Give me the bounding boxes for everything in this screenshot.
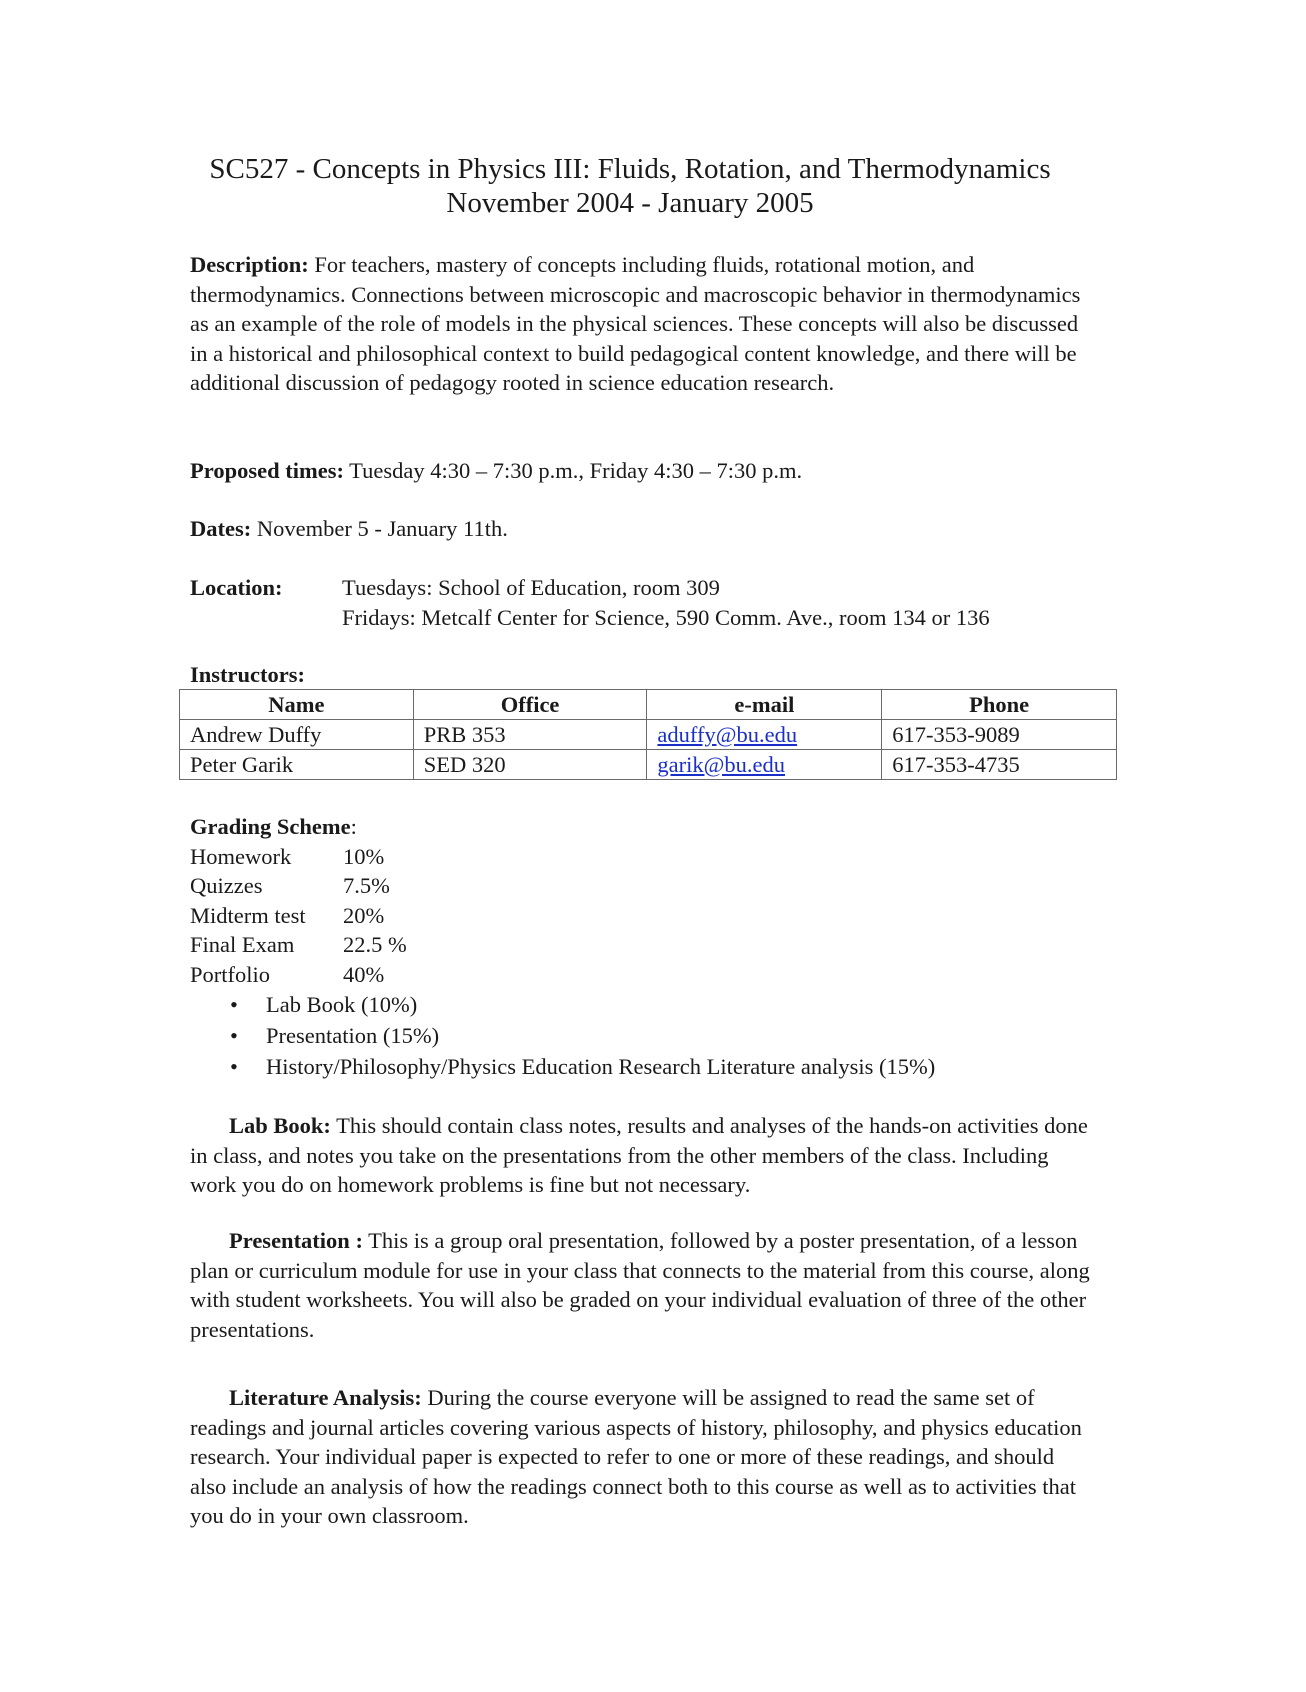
instructor-phone: 617-353-4735 xyxy=(882,750,1117,780)
grade-name: Midterm test xyxy=(190,902,306,928)
header-name: Name xyxy=(180,690,414,720)
table-header-row xyxy=(180,690,1117,720)
grade-weight: 22.5 % xyxy=(343,932,407,957)
header-email: e-mail xyxy=(647,690,882,720)
grade-weight: 10% xyxy=(343,843,385,869)
proposed-times-label: Proposed times: xyxy=(190,458,344,483)
grade-name: Portfolio xyxy=(190,961,271,987)
grade-weight: 7.5% xyxy=(343,873,390,898)
grade-row xyxy=(190,871,407,901)
literature-analysis-label: Literature Analysis: xyxy=(229,1385,422,1410)
instructor-office: PRB 353 xyxy=(413,720,647,750)
grade-name: Quizzes xyxy=(190,873,263,898)
document-title xyxy=(190,152,1070,220)
instructor-email-cell xyxy=(647,750,882,780)
grade-name: Homework xyxy=(190,843,292,869)
instructor-name: Peter Garik xyxy=(180,750,414,780)
presentation-label: Presentation : xyxy=(229,1228,363,1253)
list-item: • Lab Book (10%) xyxy=(230,989,935,1020)
proposed-times-text: Tuesday 4:30 – 7:30 p.m., Friday 4:30 – 7:30 p.m. xyxy=(343,458,803,483)
grade-name: Final Exam xyxy=(190,932,295,957)
instructor-email-link[interactable]: aduffy@bu.edu xyxy=(657,721,798,747)
grading-heading xyxy=(190,812,407,842)
list-item: • History/Philosophy/Physics Education Research Literature analysis (15%) xyxy=(230,1051,935,1082)
instructor-office: SED 320 xyxy=(413,750,647,780)
lab-book-section xyxy=(190,1111,1090,1200)
header-office: Office xyxy=(413,690,647,720)
course-term: November 2004 - January 2005 xyxy=(446,187,814,219)
grading-label: Grading Scheme xyxy=(190,814,351,839)
lab-book-text: This should contain class notes, results and analyses of the hands-on activities done in class, and notes you take on the presentations from the other members of the class. Including work you do on homework problems is fine but not necessary. xyxy=(190,1113,1088,1197)
dates-section xyxy=(190,514,1090,544)
dates-label: Dates: xyxy=(190,516,252,541)
lab-book-label: Lab Book: xyxy=(229,1113,331,1138)
literature-analysis-text: During the course everyone will be assigned to read the same set of readings and journal articles covering various aspects of history, philosophy, and physics education research. Your individual paper is expected to refer to one or more of these readings, and should also include an analysis of how the readings connect both to this course as well as to activities that you do in your own classroom. xyxy=(190,1385,1082,1528)
grade-row xyxy=(190,901,407,931)
description-section xyxy=(190,250,1090,398)
literature-analysis-section xyxy=(190,1383,1090,1531)
dates-text: November 5 - January 11th. xyxy=(251,516,508,541)
grading-section xyxy=(190,812,407,989)
instructor-phone: 617-353-9089 xyxy=(882,720,1117,750)
instructor-email-cell xyxy=(647,720,882,750)
grade-weight: 20% xyxy=(343,902,385,928)
grade-row xyxy=(190,960,407,990)
description-text: For teachers, mastery of concepts including fluids, rotational motion, and thermodynamics. Connections between microscopic and macroscopic behavior in thermodynamics as an example of the role of models in the physical sciences. These concepts will also be discussed in a historical and philosophical context to build pedagogical content knowledge, and there will be additional discussion of pedagogy rooted in science education research. xyxy=(190,252,1081,395)
grade-weight: 40% xyxy=(343,961,385,987)
location-lines xyxy=(342,573,990,632)
proposed-times-section xyxy=(190,456,1090,486)
location-tuesdays: Tuesdays: School of Education, room 309 xyxy=(342,575,720,600)
grade-row xyxy=(190,930,407,960)
instructors-label: Instructors: xyxy=(190,662,305,687)
presentation-section xyxy=(190,1226,1090,1344)
course-title: SC527 - Concepts in Physics III: Fluids, Rotation, and Thermodynamics xyxy=(209,153,1051,185)
presentation-text: This is a group oral presentation, followed by a poster presentation, of a lesson plan or curriculum module for use in your class that connects to the material from this course, along with student worksheets. You will also be graded on your individual evaluation of three of the other presentations. xyxy=(190,1228,1090,1342)
location-label: Location: xyxy=(190,575,283,600)
instructors-table xyxy=(179,689,1117,780)
table-row xyxy=(180,750,1117,780)
grading-colon: : xyxy=(350,814,357,839)
grade-row xyxy=(190,842,407,872)
description-label: Description: xyxy=(190,252,309,277)
list-item: • Presentation (15%) xyxy=(230,1020,935,1051)
table-row xyxy=(180,720,1117,750)
portfolio-list xyxy=(230,989,935,1082)
location-fridays: Fridays: Metcalf Center for Science, 590 Comm. Ave., room 134 or 136 xyxy=(342,604,990,630)
instructor-email-link[interactable]: garik@bu.edu xyxy=(657,751,785,777)
instructor-name: Andrew Duffy xyxy=(180,720,414,750)
header-phone: Phone xyxy=(882,690,1117,720)
